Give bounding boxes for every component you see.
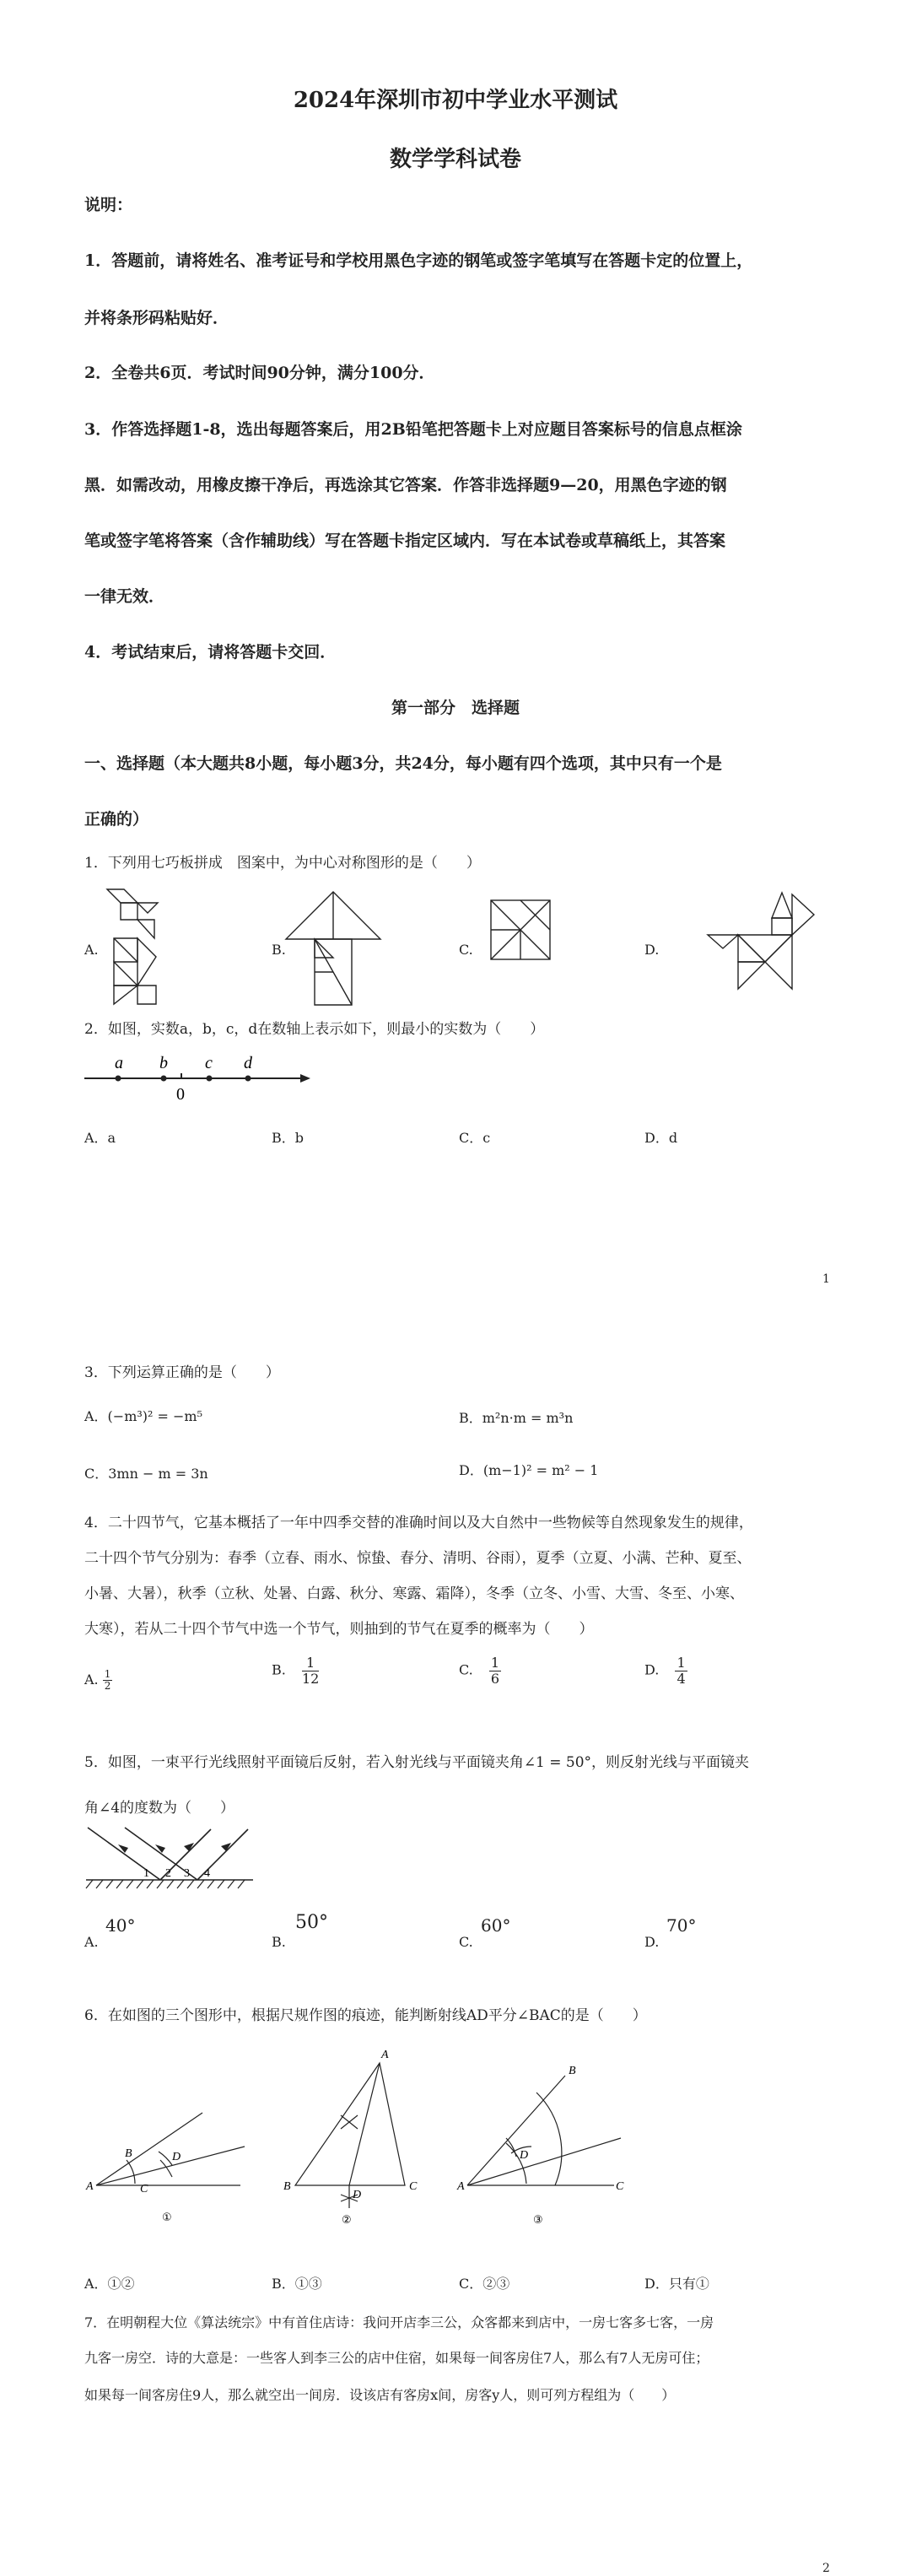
q6-f3-a: A (457, 2180, 465, 2193)
q1-label-a: A. (84, 942, 99, 958)
q5-value-b: 50° (295, 1912, 328, 1933)
q5-mirror-figure (84, 1821, 270, 1897)
q5-angle-3-label: 3 (184, 1867, 190, 1880)
q6-f2-d: D (353, 2189, 362, 2201)
q5-angle-1-label: 1 (143, 1867, 149, 1880)
q2-zero-label: 0 (176, 1085, 185, 1104)
q5-angle-2-label: 2 (165, 1867, 171, 1880)
q4-option-b (272, 1655, 319, 1686)
q1-label-b: B. (272, 942, 286, 958)
q5-value-c: 60° (481, 1915, 511, 1936)
q4-option-c-label: C. (459, 1661, 473, 1678)
q3-option-c: C．3mn − m = 3n (84, 1466, 208, 1482)
q4-stem-line-2: 二十四个节气分别为：春季（立春、雨水、惊蛰、春分、清明、谷雨），夏季（立夏、小满、芒种、夏至、 (84, 1550, 752, 1567)
note-line-2: 并将条形码粘贴好． (84, 309, 229, 327)
note-line-4: 3．作答选择题1-8，选出每题答案后，用2B铅笔把答题卡上对应题目答案标号的信息点框涂 (84, 420, 742, 439)
q6-figure-2-label: ② (342, 2214, 352, 2227)
q6-figure-3-label: ③ (533, 2214, 543, 2227)
q4-stem-line-3: 小暑、大暑），秋季（立秋、处暑、白露、秋分、寒露、霜降），冬季（立冬、小雪、大雪、冬至、小寒、 (84, 1585, 744, 1602)
page-number-2: 2 (822, 2562, 830, 2575)
note-line-3: 2．全卷共6页．考试时间90分钟，满分100分． (84, 364, 435, 382)
q4-option-a-label: A. (84, 1671, 99, 1688)
q1-figure-c-tangram (489, 899, 553, 962)
notes-title: 说明： (84, 196, 133, 214)
q4-option-c-fraction: $\frac{1}{6}$ (490, 1655, 500, 1687)
q6-f2-b: B (283, 2180, 291, 2193)
part-heading: 第一部分 选择题 (391, 699, 520, 717)
q6-option-d: D．只有① (644, 2276, 709, 2292)
q3-option-a: A．(−m³)² = −m⁵ (84, 1408, 203, 1424)
q4-option-d (644, 1655, 687, 1686)
q6-f1-a: A (86, 2180, 94, 2193)
q5-stem-line-2: 角∠4的度数为（ ） (84, 1800, 235, 1817)
q6-figure-1-label: ① (162, 2211, 172, 2224)
note-line-1: 1．答题前，请将姓名、准考证号和学校用黑色字迹的钢笔或签字笔填写在答题卡定的位置上， (84, 251, 753, 270)
note-line-5: 黑．如需改动，用橡皮擦干净后，再选涂其它答案．作答非选择题9—20，用黑色字迹的钢 (84, 476, 727, 494)
q3-stem: 3．下列运算正确的是（ ） (84, 1364, 280, 1381)
q6-f3-d: D (520, 2149, 529, 2162)
q6-f2-c: C (409, 2180, 418, 2193)
q1-label-c: C. (459, 942, 473, 958)
q3-option-d: D．(m−1)² = m² − 1 (459, 1462, 599, 1478)
q4-option-a-fraction: $\frac{1}{2}$ (104, 1668, 111, 1693)
q5-label-a: A. (84, 1934, 99, 1950)
q6-f2-a: A (381, 2049, 389, 2061)
q6-f3-b: B (569, 2065, 576, 2077)
q4-stem-line-1: 4．二十四节气，它基本概括了一年中四季交替的准确时间以及大自然中一些物候等自然现象发生的规律， (84, 1515, 753, 1531)
q6-f3-c: C (616, 2180, 624, 2193)
q2-point-b: b (159, 1054, 168, 1072)
q6-f1-c: C (140, 2183, 148, 2195)
q2-option-b: B．b (272, 1130, 305, 1146)
q7-stem-line-3: 如果每一间客房住9人，那么就空出一间房．设该店有客房x间，房客y人，则可列方程组为（ ） (84, 2387, 676, 2403)
q6-figure-3 (456, 2050, 641, 2228)
q4-option-b-label: B. (272, 1661, 286, 1678)
q2-option-c: C．c (459, 1130, 491, 1146)
q2-option-d: D．d (644, 1130, 678, 1146)
q1-label-d: D. (644, 942, 660, 958)
q4-option-d-label: D. (644, 1661, 660, 1678)
exam-title: 2024年深圳市初中学业水平测试 (293, 88, 618, 113)
q1-stem: 1．下列用七巧板拼成 图案中，为中心对称图形的是（ ） (84, 855, 481, 872)
q5-label-b: B. (272, 1934, 286, 1950)
q2-point-c: c (205, 1054, 213, 1072)
note-line-7: 一律无效． (84, 587, 165, 606)
q5-angle-4-label: 4 (204, 1867, 210, 1880)
q1-figure-a-tangram (97, 886, 173, 1008)
q6-option-a: A．①② (84, 2276, 135, 2292)
q5-label-d: D. (644, 1934, 660, 1950)
section-heading-line-1: 一、选择题（本大题共8小题，每小题3分，共24分，每小题有四个选项，其中只有一个是 (84, 754, 722, 773)
q2-number-line (83, 1053, 310, 1108)
q5-value-a: 40° (105, 1915, 136, 1936)
q4-stem-line-4: 大寒），若从二十四个节气中选一个节气，则抽到的节气在夏季的概率为（ ） (84, 1621, 594, 1638)
section-heading-line-2: 正确的） (84, 810, 149, 829)
q6-figure-2 (278, 2046, 430, 2228)
q6-f1-b: B (125, 2147, 132, 2160)
q7-stem-line-2: 九客一房空．诗的大意是：一些客人到李三公的店中住宿，如果每一间客房住7人，那么有7人无房可住； (84, 2350, 709, 2366)
q2-stem: 2．如图，实数a，b，c，d在数轴上表示如下，则最小的实数为（ ） (84, 1021, 545, 1038)
q6-option-b: B．①③ (272, 2276, 322, 2292)
q4-option-b-fraction: $\frac{1}{12}$ (301, 1655, 320, 1687)
page-number-1: 1 (822, 1272, 830, 1286)
q5-value-d: 70° (666, 1915, 697, 1936)
q1-figure-b-tangram (283, 890, 384, 1008)
q6-f1-d: D (172, 2151, 181, 2163)
note-line-8: 4．考试结束后，请将答题卡交回． (84, 643, 337, 662)
note-line-6: 笔或签字笔将答案（含作辅助线）写在答题卡指定区域内．写在本试卷或草稿纸上，其答案 (84, 532, 726, 550)
q3-option-b: B．m²n·m = m³n (459, 1410, 574, 1426)
q2-point-d: d (244, 1054, 252, 1072)
q4-option-a (84, 1669, 112, 1692)
q6-option-c: C．②③ (459, 2276, 510, 2292)
q5-stem-line-1: 5．如图，一束平行光线照射平面镜后反射，若入射光线与平面镜夹角∠1 = 50°，则反射光线与平面镜夹 (84, 1754, 750, 1771)
q6-stem: 6．在如图的三个图形中，根据尺规作图的痕迹，能判断射线AD平分∠BAC的是（ ） (84, 2007, 647, 2024)
q4-option-c (459, 1655, 501, 1686)
q6-figure-1 (84, 2059, 253, 2228)
q4-option-d-fraction: $\frac{1}{4}$ (677, 1655, 686, 1687)
q2-point-a: a (115, 1054, 123, 1072)
exam-subtitle: 数学学科试卷 (389, 147, 521, 172)
q5-label-c: C. (459, 1934, 473, 1950)
q7-stem-line-1: 7．在明朝程大位《算法统宗》中有首住店诗：我问开店李三公，众客都来到店中，一房七客多七客，一房 (84, 2314, 714, 2330)
q1-figure-d-tangram (704, 886, 822, 1000)
q2-option-a: A．a (84, 1130, 116, 1146)
